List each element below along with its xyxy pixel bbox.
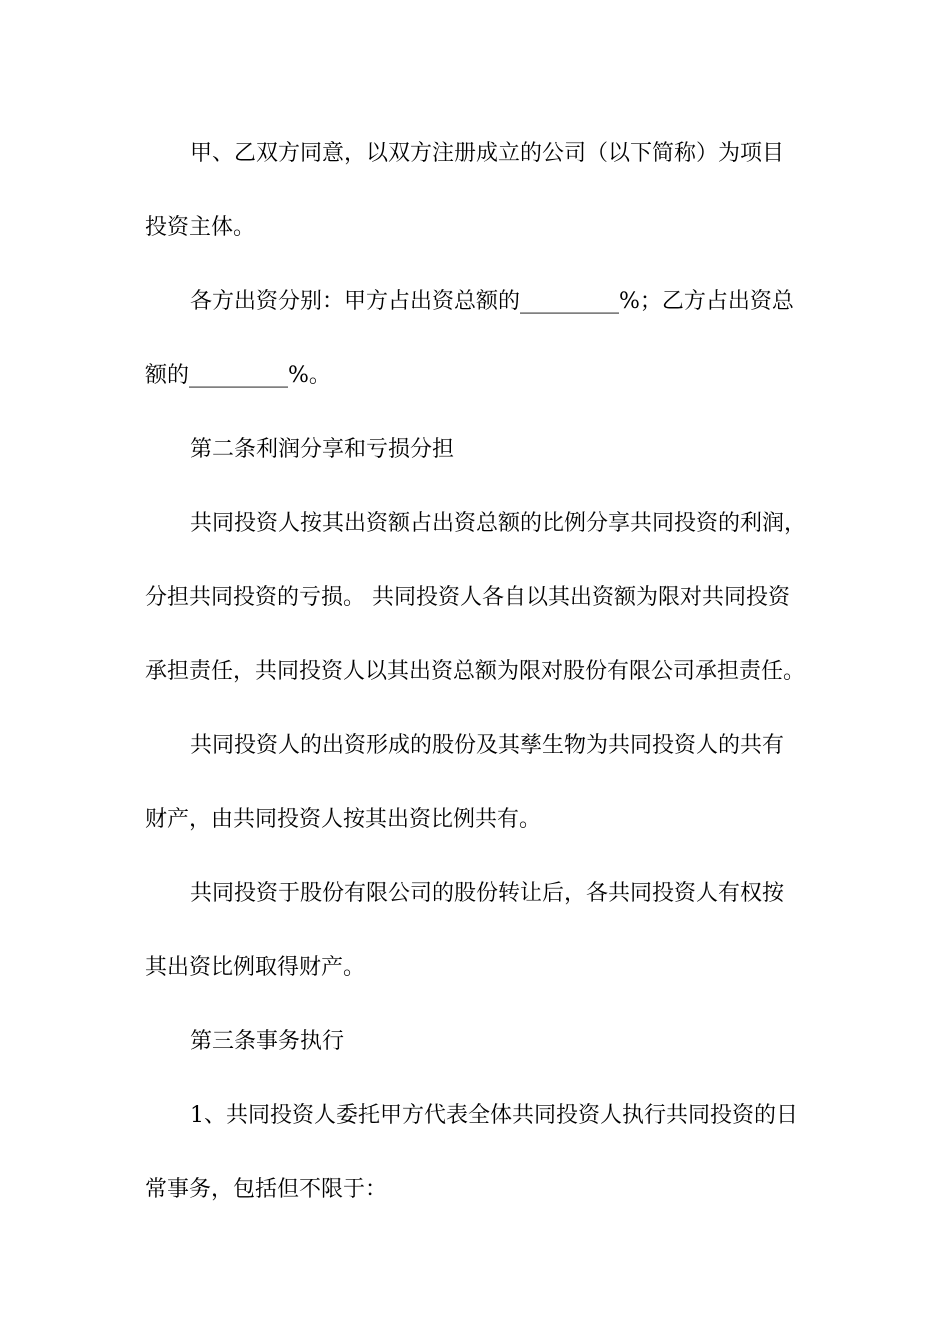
paragraph-line: 财产，由共同投资人按其出资比例共有。 [145,807,542,832]
paragraph-line: 其出资比例取得财产。 [145,955,366,980]
paragraph-line: 共同投资人按其出资额占出资总额的比例分享共同投资的利润， [190,511,807,536]
paragraph-line: 共同投资人的出资形成的股份及其孳生物为共同投资人的共有 [190,733,785,758]
paragraph-line: 投资主体。 [145,215,256,240]
paragraph-line: 1、共同投资人委托甲方代表全体共同投资人执行共同投资的日 [190,1103,798,1128]
section-heading: 第三条事务执行 [190,1029,345,1054]
paragraph-line: 甲、乙双方同意，以双方注册成立的公司（以下简称）为项目 [190,141,785,166]
paragraph-line: 承担责任，共同投资人以其出资总额为限对股份有限公司承担责任。 [145,659,806,684]
paragraph-line: 额的_________%。 [145,363,331,388]
paragraph-line: 各方出资分别：甲方占出资总额的_________%；乙方占出资总 [190,289,794,314]
paragraph-line: 分担共同投资的亏损。 共同投资人各自以其出资额为限对共同投资 [145,585,790,610]
section-heading: 第二条利润分享和亏损分担 [190,437,455,462]
paragraph-line: 共同投资于股份有限公司的股份转让后，各共同投资人有权按 [190,881,785,906]
paragraph-line: 常事务，包括但不限于： [145,1177,388,1202]
